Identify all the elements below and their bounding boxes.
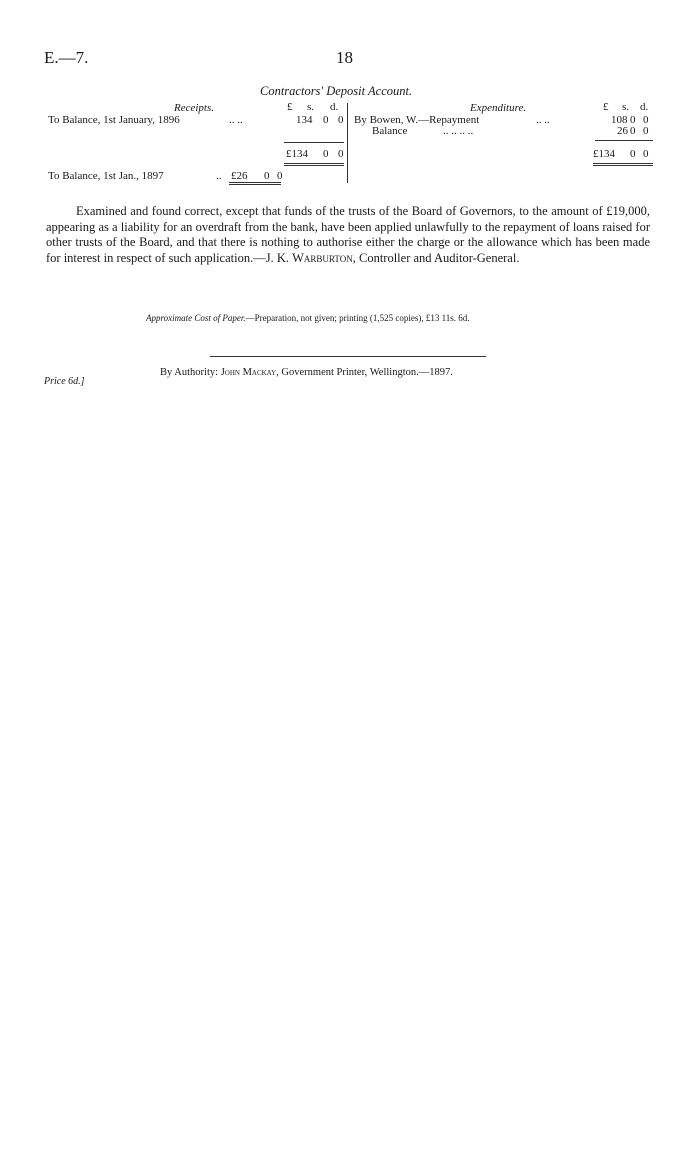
receipt-row-label: To Balance, 1st January, 1896 (48, 114, 180, 126)
auditor-note-text: Examined and found correct, except that funds of the trusts of the Board of Governors, to the amount of £19,000, appearing as a liability for an overdraft from the bank, have been applied unlawfully to the repayment of loans raised for other trusts of the Board, and that there is nothing to authorise either the charge or the allowance which has been made for interest in respect of such application.—J. K. (46, 204, 650, 265)
expenditure-heading: Expenditure. (470, 102, 527, 114)
receipts-total-double-rule (284, 163, 344, 166)
expenditure-subtotal-rule (595, 140, 653, 141)
expenditure-row-shillings: 0 (630, 125, 636, 137)
cost-note-label: Approximate Cost of Paper. (146, 313, 246, 323)
cost-note-text: —Preparation, not given; printing (1,525 copies), £13 11s. 6d. (245, 313, 470, 323)
receipts-total-pounds: £134 (286, 148, 308, 160)
receipts-total-shillings: 0 (323, 148, 329, 160)
page-number: 18 (336, 48, 353, 67)
auditor-note (46, 204, 650, 266)
receipts-subtotal-rule (284, 142, 344, 143)
expenditure-total-pounds: £134 (593, 148, 615, 160)
expenditure-total-pence: 0 (643, 148, 649, 160)
imprint-printer: John Mackay (220, 367, 277, 378)
carried-balance-shillings: 0 (264, 170, 270, 182)
expenditure-row-pence: 0 (643, 114, 649, 126)
receipts-heading: Receipts. (174, 102, 215, 114)
expenditure-row-label: Balance (372, 125, 408, 137)
carried-balance-pence: 0 (277, 170, 283, 182)
imprint-rule (210, 356, 486, 357)
carried-balance-label: To Balance, 1st Jan., 1897 (48, 170, 164, 182)
cost-of-paper-note (146, 313, 470, 323)
receipts-col-pence: d. (330, 101, 339, 113)
expenditure-row-shillings: 0 (630, 114, 636, 126)
carried-balance-leader: .. (216, 170, 222, 182)
report-reference: E.—7. (44, 48, 89, 67)
expenditure-total-shillings: 0 (630, 148, 636, 160)
receipt-row-pence: 0 (338, 114, 344, 126)
imprint-suffix: , Government Printer, Wellington.—1897. (276, 367, 453, 378)
account-column-divider (347, 103, 348, 183)
expenditure-col-pounds: £ (603, 101, 609, 113)
expenditure-total-double-rule (593, 163, 653, 166)
receipts-col-shillings: s. (307, 101, 315, 113)
receipts-total-pence: 0 (338, 148, 344, 160)
receipt-row-shillings: 0 (323, 114, 329, 126)
government-printer-imprint (160, 367, 453, 378)
imprint-prefix: By Authority: (160, 367, 221, 378)
expenditure-row-label: By Bowen, W.—Repayment (354, 114, 480, 126)
expenditure-row-leader: .. .. (536, 114, 550, 126)
expenditure-row-leader: .. .. .. .. (443, 125, 474, 137)
account-title: Contractors' Deposit Account. (260, 84, 413, 98)
carried-balance-double-rule (229, 182, 281, 185)
expenditure-row-pence: 0 (643, 125, 649, 137)
expenditure-row-pounds: 108 (611, 114, 628, 126)
price-note: Price 6d.] (44, 376, 85, 387)
expenditure-row-pounds: 26 (617, 125, 628, 137)
receipt-row-pounds: 134 (296, 114, 313, 126)
expenditure-col-shillings: s. (622, 101, 630, 113)
receipts-col-pounds: £ (287, 101, 293, 113)
expenditure-col-pence: d. (640, 101, 649, 113)
receipt-row-leader: .. .. (229, 114, 243, 126)
auditor-signatory: Warburton (292, 250, 353, 265)
auditor-title: , Controller and Auditor-General. (352, 250, 520, 265)
carried-balance-pounds: £26 (231, 170, 248, 182)
